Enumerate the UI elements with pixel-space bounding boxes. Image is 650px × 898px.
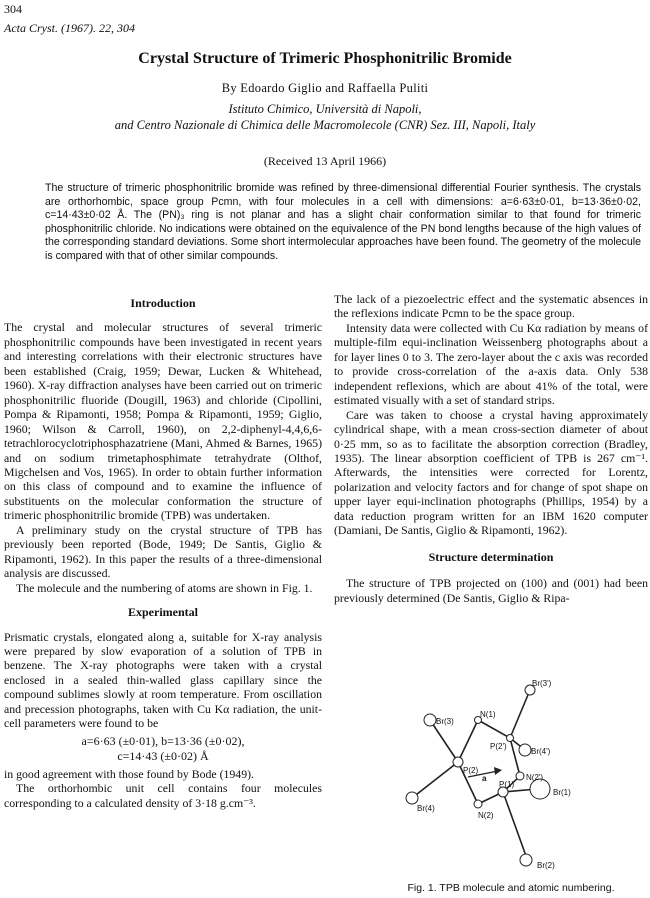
authors: By Edoardo Giglio and Raffaella Puliti [221,81,429,95]
affiliation [0,101,650,133]
intro-paragraph-3: The molecule and the numbering of atoms are shown in Fig. 1. [16,580,313,595]
atom-n2 [474,800,482,808]
figure-caption: Fig. 1. TPB molecule and atomic numbering. [407,882,615,894]
bond-p2p-n1 [478,720,510,738]
label-p1: P(1) [499,780,515,789]
page-number: 304 [4,2,22,16]
label-n2-prime: N(2') [526,773,544,782]
atom-n2-prime [516,772,524,780]
bond-br3p-p2p [510,690,530,738]
experimental-paragraph-2: in good agreement with those found by Bode (1949). [4,766,254,781]
atom-p2 [453,757,463,767]
cell-parameters-line-2: c=14·43 (±0·02) Å [117,748,209,763]
label-a-axis: a [482,774,487,783]
label-br2: Br(2) [537,861,555,870]
intro-paragraph-1: The crystal and molecular structures of several trimeric phosphonitrilic compounds have been investigated in recent years and interesting correlations with their electronic structures have been established (Craig, 1959; Dewar, Lucken & Whitehead, 1960). X-ray diffraction analyses have been carried out on trimeric phosphonitrilic fluoride (Dougill, 1963) and chloride (Cipollini, Pompa & Ripamonti, 1958; Pompa & Ripamonti, 1959; Giglio, 1960; Wilson & Carroll, 1960), on 2,2-diphenyl-4,4,6,6-tetrachlorocyclotriphosphazatriene (Mani, Ahmed & Barnes, 1965) and on sodium trimetaphosphimate tetrahydrate (Olthof, Migchelsen and Vos, 1965). In order to obtain further information on this class of compound and to examine the influence of substituents on the molecular conformation the structure of trimeric phosphonitrilic bromide (TPB) was undertaken. [4,320,322,523]
bond-p2p-n2p [510,738,520,776]
left-column [4,296,322,810]
introduction-heading: Introduction [130,296,196,310]
bond-n1-p2 [458,720,478,762]
affiliation-line-1: Istituto Chimico, Università di Napoli, [228,102,422,116]
label-p2: P(2) [463,766,479,775]
right-paragraph-3: Care was taken to choose a crystal having approximately cylindrical shape, with a mean cross-section diameter of about 0·25 mm, so as to facilitate the absorption correction (Bradley, 1935). The linear absorption coefficient of TPB is 267 cm⁻¹. Afterwards, the intensities were corrected for Lorentz, polarization and velocity factors and for change of spot shape on upper layer equi-inclination photographs (Phillips, 1954) by a data reduction program written for an IBM 1620 computer (Damiani, De Santis, Giglio & Ripamonti, 1962). [334,407,648,538]
paper-title: Crystal Structure of Trimeric Phosphonitrilic Bromide [138,50,512,67]
bond-p2-br4 [412,762,458,798]
atom-br3 [424,714,436,726]
experimental-paragraph-1: Prismatic crystals, elongated along a, suitable for X-ray analysis were prepared by slow evaporation of a solution of TPB in benzene. The X-ray photographs were taken with a crystal enclosed in a sealed thin-walled glass capillary since the compound sublimes slowly at room temperature. From oscillation and precession photographs, taken with Cu Kα radiation, the unit-cell parameters were found to be [4,629,322,731]
abstract: The structure of trimeric phosphonitrilic bromide was refined by three-dimensional differential Fourier synthesis. The crystals are orthorhombic, space group Pcmn, with four molecules in a cell with dimensions: a=6·63±0·01, b=13·36±0·02, c=14·43±0·02 Å. The (PN)₃ ring is not planar and has a slight chair conformation similar to that found for trimeric phosphonitrilic chloride. No indications were obtained on the equivalence of the PN bond lengths because of the high values of the corresponding standard deviations. Some short intermolecular approaches have been found. The geometry of the molecule is compared with that of other similar compounds. [45,182,641,262]
affiliation-line-2: and Centro Nazionale di Chimica delle Macromolecole (CNR) Sez. III, Napoli, Italy [114,118,536,132]
right-column [334,292,648,605]
received-date: (Received 13 April 1966) [263,154,387,168]
bond-p1-br2 [503,792,526,856]
atom-br4 [406,792,418,804]
journal-reference: Acta Cryst. (1967). 22, 304 [4,21,135,35]
label-br4-prime: Br(4') [531,747,551,756]
right-paragraph-1: The lack of a piezoelectric effect and the systematic absences in the reflexions indicate Pcmn to be the space group. [334,292,648,321]
label-p2-prime: P(2') [490,742,507,751]
molecule-figure [380,680,640,878]
atom-br4-prime [519,744,531,756]
experimental-heading: Experimental [128,605,198,620]
cell-parameters-line-1: a=6·63 (±0·01), b=13·36 (±0·02), [81,733,245,748]
label-br3: Br(3) [436,717,454,726]
intro-paragraph-2: A preliminary study on the crystal structure of TPB has previously been reported (Bode, 1949; De Santis, Giglio & Ripamonti, 1962). In this paper the results of a three-dimensional analysis are discussed. [4,522,322,581]
label-br4: Br(4) [417,804,435,813]
right-paragraph-2: Intensity data were collected with Cu Kα radiation by means of multiple-film equi-inclination Weissenberg photographs about a for layer lines 0 to 3. The zero-layer about the c axis was recorded to provide cross-correlation of the a-axis data. Only 538 independent reflexions, which are about 41% of the total, were estimated visually with a set of standard strips. [334,320,648,408]
label-n2: N(2) [478,811,494,820]
right-paragraph-4: The structure of TPB projected on (100) and (001) had been previously determined (De Santis, Giglio & Ripa- [334,576,648,605]
atom-br1 [530,779,550,799]
label-br3-prime: Br(3') [532,680,552,688]
bond-p2-br3 [430,720,458,762]
label-br1: Br(1) [553,788,571,797]
label-n1: N(1) [480,710,496,719]
structure-determination-heading: Structure determination [428,549,554,564]
atom-br2 [520,854,532,866]
atom-p2-prime [507,735,514,742]
experimental-paragraph-3: The orthorhombic unit cell contains four molecules corresponding to a calculated density of 3·18 g.cm⁻³. [4,781,322,810]
